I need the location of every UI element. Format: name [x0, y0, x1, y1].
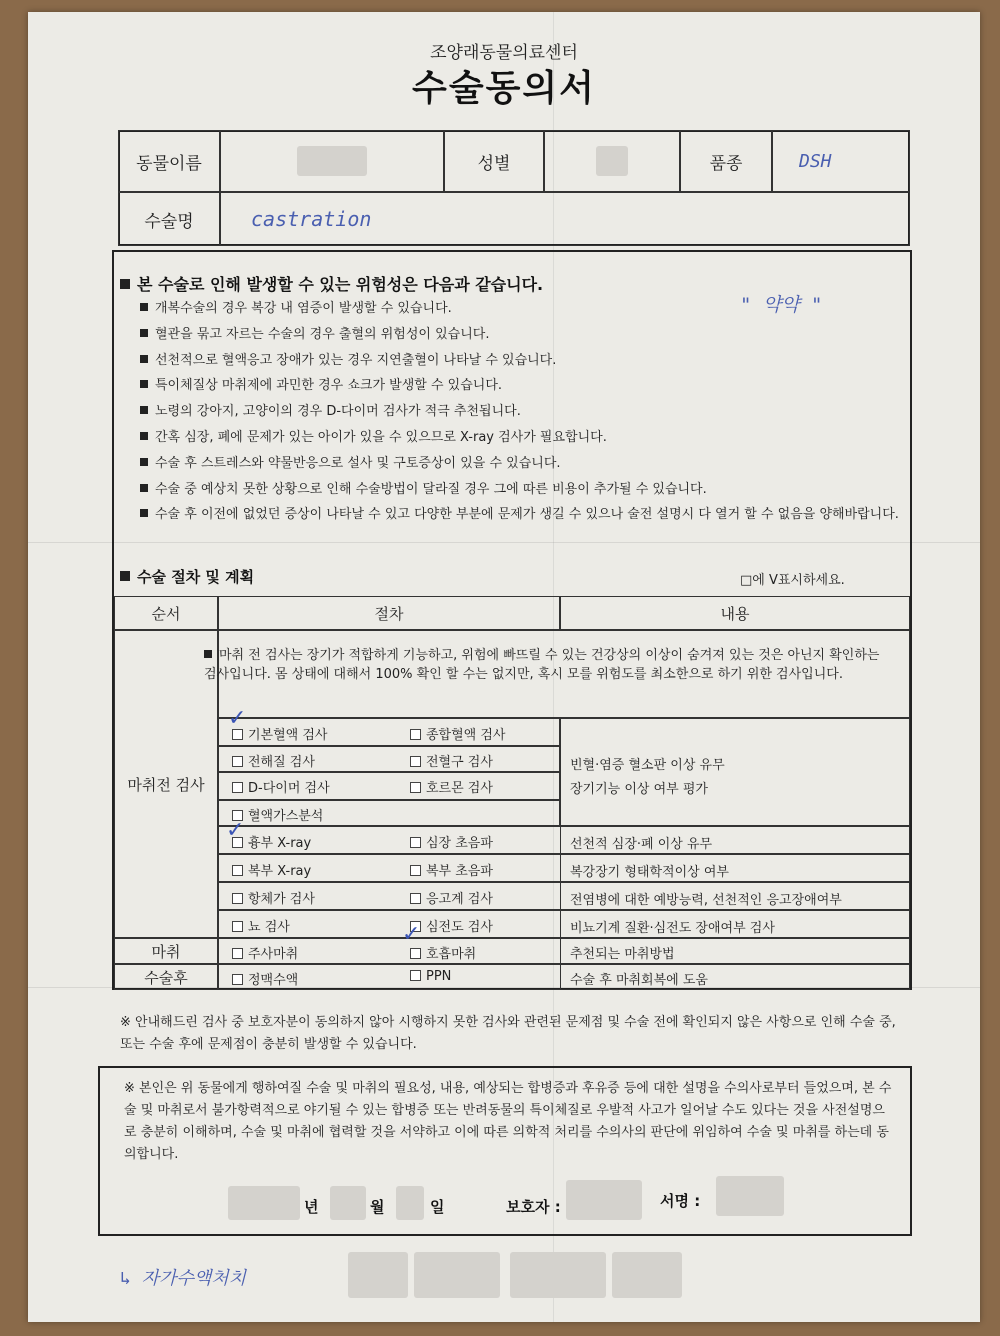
- checkbox-coagulation[interactable]: 응고계 검사: [410, 888, 493, 907]
- content-post: 수술 후 마취회복에 도움: [570, 973, 708, 988]
- post-label: 수술후: [114, 964, 218, 990]
- content-heart: 선천적 심장·폐 이상 유무: [570, 837, 713, 852]
- day-label: 일: [430, 1198, 445, 1216]
- risk-item: 간혹 심장, 폐에 문제가 있는 아이가 있을 수 있으므로 X-ray 검사가 필요합니다.: [140, 425, 900, 451]
- checkmark-icon: ✓: [228, 706, 247, 731]
- procedure-title: 수술 절차 및 계획: [120, 566, 254, 587]
- checkbox-hormone[interactable]: 호르몬 검사: [410, 777, 493, 796]
- surgery-text: castration: [251, 207, 372, 231]
- checkmark-icon: ✓: [226, 818, 245, 843]
- checkbox-heart-echo[interactable]: 심장 초음파: [410, 832, 493, 851]
- anes-row: [218, 938, 910, 964]
- month-redacted: [330, 1186, 366, 1220]
- day-redacted: [396, 1186, 424, 1220]
- notice-risk: ※ 안내해드린 검사 중 보호자분이 동의하지 않아 시행하지 못한 검사와 관련된 문제점 및 수술 전에 확인되지 않은 사항으로 인해 수술 중, 또는 수술 후에 문제점이 충분히 발생할 수 있습니다.: [120, 1015, 896, 1052]
- procedure-note: □에 V표시하세요.: [740, 573, 845, 588]
- guardian-label: 보호자 :: [506, 1198, 561, 1216]
- sex-label: 성별: [444, 130, 544, 192]
- checkbox-iv-fluid[interactable]: 정맥수액: [232, 969, 298, 988]
- checkbox-abdomen-xray[interactable]: 복부 X-ray: [232, 860, 311, 879]
- checkbox-chest-xray[interactable]: 흉부 X-ray: [232, 832, 311, 851]
- col-content: 내용: [560, 596, 910, 630]
- checkbox-full-blood[interactable]: 종합혈액 검사: [410, 724, 505, 743]
- checkbox-urine[interactable]: 뇨 검사: [232, 916, 290, 935]
- year-label: 년: [304, 1198, 319, 1216]
- surgery-value[interactable]: [220, 192, 910, 246]
- breed-label: 품종: [680, 130, 772, 192]
- risk-item: 혈관을 묶고 자르는 수술의 경우 출혈의 위험성이 있습니다.: [140, 322, 900, 348]
- risk-item: 특이체질상 마취제에 과민한 경우 쇼크가 발생할 수 있습니다.: [140, 373, 900, 399]
- col-procedure: 절차: [218, 596, 560, 630]
- footer-redacted: [612, 1252, 682, 1298]
- checkbox-electrolyte[interactable]: 전해질 검사: [232, 751, 315, 770]
- test-row: [218, 826, 910, 854]
- breed-value[interactable]: [772, 130, 910, 192]
- risk-item: 수술 중 예상치 못한 상황으로 인해 수술방법이 달라질 경우 그에 따른 비용이 추가될 수 있습니다.: [140, 477, 900, 503]
- sign-label: 서명 :: [660, 1192, 701, 1210]
- checkbox-ecg[interactable]: 심전도 검사: [410, 916, 493, 935]
- test-row: [218, 854, 910, 882]
- animal-name-value[interactable]: [220, 130, 444, 192]
- form-title: 수술동의서: [412, 68, 596, 109]
- col-divider: [560, 826, 561, 990]
- breed-text: DSH: [799, 150, 832, 172]
- risk-item: 선천적으로 혈액응고 장애가 있는 경우 지연출혈이 나타날 수 있습니다.: [140, 348, 900, 374]
- risk-item: 수술 후 스트레스와 약물반응으로 설사 및 구토증상이 있을 수 있습니다.: [140, 451, 900, 477]
- content-urine: 비뇨기계 질환·심전도 장애여부 검사: [570, 921, 775, 936]
- content-blood: 빈혈·염증 혈소판 이상 유무: [570, 758, 725, 773]
- checkbox-cbc[interactable]: 전혈구 검사: [410, 751, 493, 770]
- year-redacted: [228, 1186, 300, 1220]
- pre-note: 마취 전 검사는 장기가 적합하게 기능하고, 위험에 빠뜨릴 수 있는 건강상의 이상이 숨겨져 있는 것은 아닌지 확인하는 검사입니다. 몸 상태에 대해서 100% 확인 할 수는 없지만, 혹시 모를 위험도를 최소한으로 하기 위한 검사입니다.: [204, 648, 880, 682]
- checkmark-icon: ✓: [402, 922, 421, 947]
- col-order: 순서: [114, 596, 218, 630]
- checkbox-d-dimer[interactable]: D-다이머 검사: [232, 777, 330, 796]
- anes-label: 마취: [114, 938, 218, 964]
- sign-redacted[interactable]: [716, 1176, 784, 1216]
- checkbox-blood-gas[interactable]: 혈액가스분석: [232, 805, 323, 824]
- checkbox-injection-anes[interactable]: 주사마취: [232, 943, 298, 962]
- content-abdomen: 복강장기 형태학적이상 여부: [570, 865, 729, 880]
- footer-redacted: [348, 1252, 408, 1298]
- surgery-label: 수술명: [118, 192, 220, 246]
- content-antibody: 전염병에 대한 예방능력, 선천적인 응고장애여부: [570, 893, 842, 908]
- content-anes: 추천되는 마취방법: [570, 947, 675, 962]
- animal-name-label: 동물이름: [118, 130, 220, 192]
- checkbox-antibody[interactable]: 항체가 검사: [232, 888, 315, 907]
- checkbox-inhalation-anes[interactable]: 호흡마취: [410, 943, 476, 962]
- checkbox-ppn[interactable]: PPN: [410, 969, 451, 984]
- notice-consent: ※ 본인은 위 동물에게 행하여질 수술 및 마취의 필요성, 내용, 예상되는 합병증과 후유증 등에 대한 설명을 수의사로부터 들었으며, 본 수술 및 마취로서 불가항력적으로 야기될 수 있는 합병증 또는 반려동물의 특이체질로 우발적 사고가 일어날 수도 있다는 것을 사전설명으로 충분히 이해하며, 수술 및 마취에 협력할 것을 서약하고 이에 따른 의학적 처리를 수의사의 판단에 위임하여 수술 및 마취를 하는데 동의합니다.: [124, 1081, 892, 1162]
- footer-handwriting: ↳ 자가수액처치: [120, 1268, 247, 1289]
- pre-anesthesia-label: 마취전 검사: [114, 630, 218, 938]
- risk-item: 수술 후 이전에 없었던 증상이 나타날 수 있고 다양한 부분에 문제가 생길 수 있으나 술전 설명시 다 열거 할 수 없음을 양해바랍니다.: [140, 502, 900, 524]
- checkbox-abdomen-echo[interactable]: 복부 초음파: [410, 860, 493, 879]
- clinic-name: 조양래동물의료센터: [430, 43, 578, 63]
- handwritten-note: " 약약 ": [740, 294, 823, 316]
- content-organ: 장기기능 이상 여부 평가: [570, 782, 708, 797]
- risk-item: 개복수술의 경우 복강 내 염증이 발생할 수 있습니다.: [140, 296, 900, 322]
- month-label: 월: [370, 1198, 385, 1216]
- footer-redacted: [510, 1252, 606, 1298]
- test-row: [218, 910, 910, 938]
- post-row: [218, 964, 910, 990]
- sex-value[interactable]: [544, 130, 680, 192]
- risk-item: 노령의 강아지, 고양이의 경우 D-다이머 검사가 적극 추천됩니다.: [140, 399, 900, 425]
- guardian-redacted[interactable]: [566, 1180, 642, 1220]
- risk-list: [140, 296, 900, 524]
- footer-redacted: [414, 1252, 500, 1298]
- risk-title: 본 수술로 인해 발생할 수 있는 위험성은 다음과 같습니다.: [120, 272, 543, 295]
- checkbox-basic-blood[interactable]: 기본혈액 검사: [232, 724, 327, 743]
